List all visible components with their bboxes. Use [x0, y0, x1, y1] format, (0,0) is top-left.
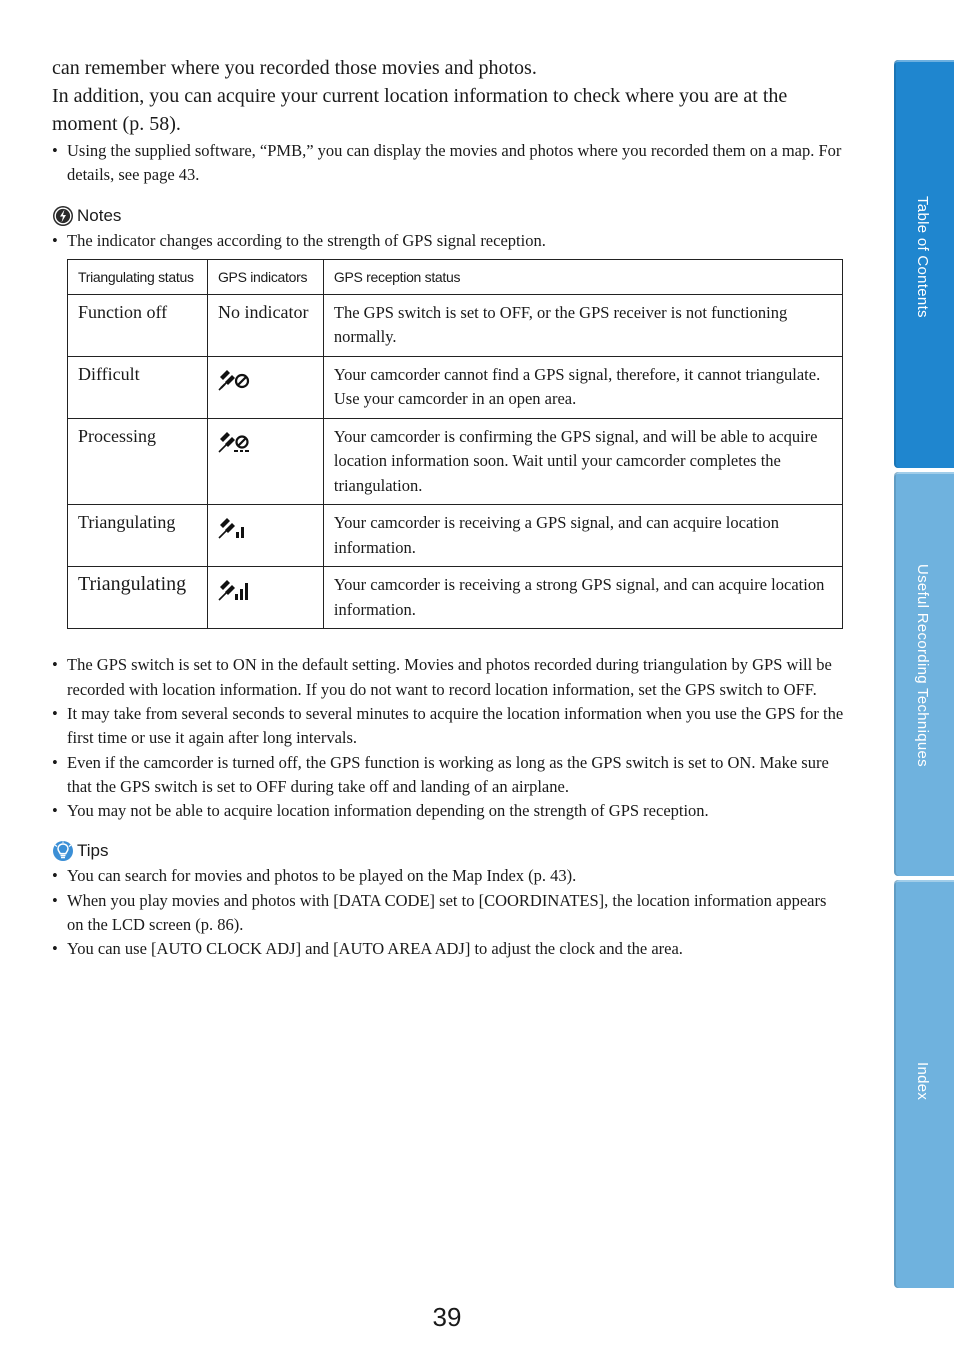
indicator-cell-text: No indicator: [207, 294, 323, 356]
tips-bullet: • When you play movies and photos with [DATA CODE] set to [COORDINATES], the location information appears on the LCD screen (p. 86).: [52, 889, 844, 938]
tab-label: Table of Contents: [914, 196, 931, 318]
reception-cell: The GPS switch is set to OFF, or the GPS receiver is not functioning normally.: [323, 294, 842, 356]
tab-useful-recording-techniques[interactable]: [894, 472, 954, 876]
gps-status-table: [67, 259, 843, 630]
tips-bullet: • You can use [AUTO CLOCK ADJ] and [AUTO AREA ADJ] to adjust the clock and the area.: [52, 937, 844, 961]
notes-bullet: • Even if the camcorder is turned off, the GPS function is working as long as the GPS switch is set to ON. Make sure that the GPS switch is set to OFF during take off and landing of an airplane.: [52, 751, 844, 800]
table-row: [68, 505, 843, 567]
notes-bullets-top: [52, 229, 844, 253]
gps-no-signal-icon: [218, 369, 250, 391]
intro-line-2: In addition, you can acquire your current location information to check where you are at the moment (p. 58).: [52, 85, 788, 135]
notes-icon: [52, 205, 74, 227]
status-cell: Difficult: [68, 356, 208, 418]
tab-label: Index: [914, 1062, 931, 1101]
tips-heading-text: Tips: [77, 841, 109, 861]
notes-heading-text: Notes: [77, 205, 122, 225]
intro-line-1: can remember where you recorded those movies and photos.: [52, 57, 537, 79]
notes-bullet: • You may not be able to acquire location information depending on the strength of GPS reception.: [52, 799, 844, 823]
col-header-reception: GPS reception status: [323, 259, 842, 294]
table-row: [68, 294, 843, 356]
reception-cell: Your camcorder cannot find a GPS signal, therefore, it cannot triangulate. Use your camcorder in an open area.: [323, 356, 842, 418]
gps-signal-strong-icon: [218, 579, 250, 601]
gps-signal-medium-icon: [218, 517, 250, 539]
tab-table-of-contents[interactable]: [894, 60, 954, 468]
tips-heading: [52, 839, 844, 863]
page-content: [52, 54, 844, 962]
gps-processing-icon: [218, 431, 250, 453]
notes-bullet: • The indicator changes according to the strength of GPS signal reception.: [52, 229, 844, 253]
indicator-cell: [207, 567, 323, 629]
tab-label: Useful Recording Techniques: [914, 564, 931, 767]
status-cell: Triangulating: [68, 567, 208, 629]
table-row: [68, 356, 843, 418]
table-header-row: [68, 259, 843, 294]
indicator-cell: [207, 356, 323, 418]
notes-heading: [52, 204, 844, 228]
status-cell: Processing: [68, 418, 208, 505]
indicator-cell: [207, 505, 323, 567]
reception-cell: Your camcorder is confirming the GPS signal, and will be able to acquire location information soon. Wait until your camcorder completes the triangulation.: [323, 418, 842, 505]
table-row: [68, 567, 843, 629]
notes-bullets-bottom: [52, 653, 844, 823]
col-header-status: Triangulating status: [68, 259, 208, 294]
status-cell: Triangulating: [68, 505, 208, 567]
table-row: [68, 418, 843, 505]
tab-index[interactable]: [894, 880, 954, 1288]
indicator-cell: [207, 418, 323, 505]
page-number: 39: [432, 1302, 462, 1332]
notes-bullet: • The GPS switch is set to ON in the default setting. Movies and photos recorded during triangulation by GPS will be recorded with location information. If you do not want to record location information, set the GPS switch to OFF.: [52, 653, 844, 702]
reception-cell: Your camcorder is receiving a GPS signal, and can acquire location information.: [323, 505, 842, 567]
intro-bullets: [52, 139, 844, 188]
status-cell: Function off: [68, 294, 208, 356]
tips-bullet: • You can search for movies and photos to be played on the Map Index (p. 43).: [52, 864, 844, 888]
reception-cell: Your camcorder is receiving a strong GPS signal, and can acquire location information.: [323, 567, 842, 629]
intro-bullet: • Using the supplied software, “PMB,” you can display the movies and photos where you recorded them on a map. For details, see page 43.: [52, 139, 844, 188]
notes-bullet: • It may take from several seconds to several minutes to acquire the location information when you use the GPS for the first time or use it again after long intervals.: [52, 702, 844, 751]
tips-bullets: [52, 864, 844, 961]
col-header-indicators: GPS indicators: [207, 259, 323, 294]
lightbulb-icon: [52, 840, 74, 862]
